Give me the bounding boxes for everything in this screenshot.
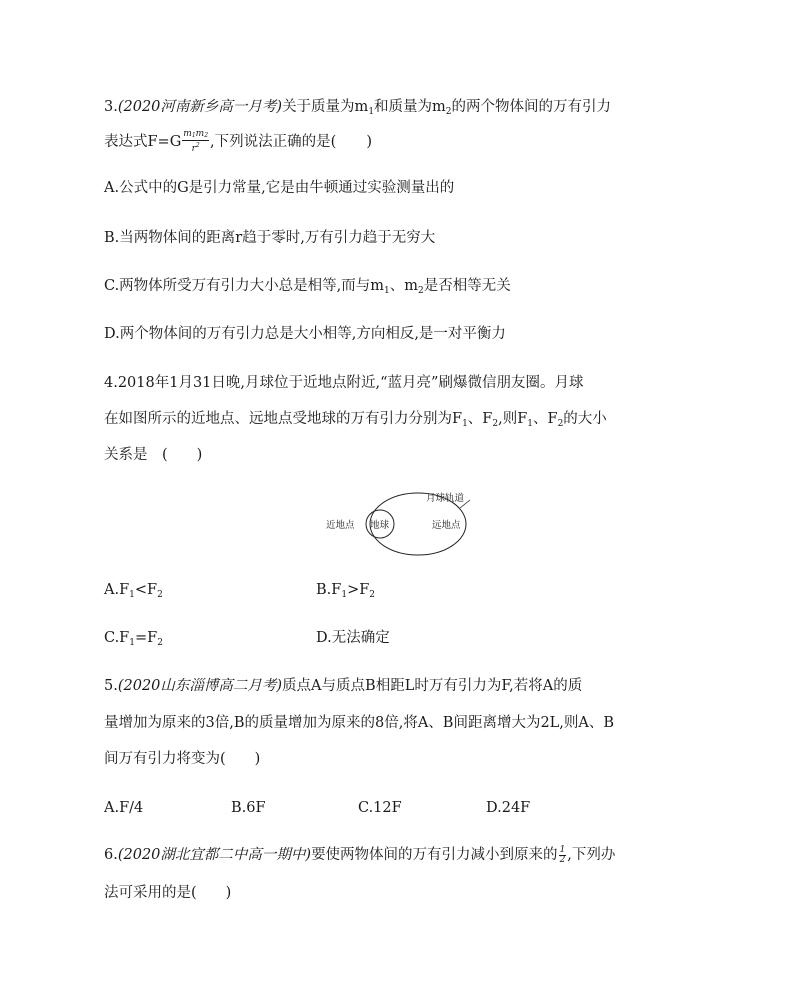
q5-line-3: 间万有引力将变为( ) [104,751,261,767]
frac-num-sub2: 2 [204,132,209,139]
q5-line-1 [104,676,582,696]
q3-option-a: A.公式中的G是引力常量,它是由牛顿通过实验测量出的 [104,180,455,196]
q4-option-a [104,580,163,605]
q3-optc-sub2: 2 [418,286,424,296]
q4-optb-sub2: 2 [369,590,376,600]
q6-number: 6. [104,847,118,863]
half-fraction [559,846,567,865]
q3-optc-sub1: 1 [384,286,390,296]
q6-l1-end: ,下列办 [567,847,616,863]
q3-line-2 [104,130,372,154]
q3-question: ,下列说法正确的是( [210,134,337,150]
frac-num-m2: m [195,129,205,139]
q3-optc-c: 是否相等无关 [423,278,511,294]
q3-stem-c: 的两个物体间的万有引力 [451,99,612,115]
q3-formula-lead: 表达式F=G [104,134,182,150]
moon-orbit-diagram [320,486,510,566]
q3-optc-b: 、m [389,278,419,294]
q3-stem-a: 关于质量为m [282,99,369,115]
q6-source: (2020湖北宜都二中高一期中) [117,847,312,863]
frac-den-r: r [191,144,196,154]
q4-optc-sub1: 1 [129,638,135,648]
q4-sub-4: 2 [557,419,564,429]
q3-number: 3. [104,99,118,115]
q4-l2-d: 、F [533,411,558,427]
q4-l2-c: ,则F [498,411,528,427]
gravity-fraction [182,130,209,154]
q5-option-a: A.F/4 [104,800,144,816]
q4-line-3: 关系是 ( ) [104,447,203,463]
near-point-label: 近地点 [326,520,355,531]
q5-l1-rest: 质点A与质点B相距L时万有引力为F,若将A的质 [282,678,583,694]
q4-option-c [104,628,163,653]
q4-l2-e: 的大小 [563,411,607,427]
q3-option-c [104,276,511,301]
far-point-label: 远地点 [432,520,461,531]
q6-l1-rest: 要使两物体间的万有引力减小到原来的 [311,847,558,863]
frac-den-sup: 2 [195,142,200,149]
q5-number: 5. [104,678,118,694]
q4-opta-sub2: 2 [157,590,163,600]
q6-line-1 [104,845,615,865]
q5-option-b: B.6F [231,800,266,816]
q4-line-1: 4.2018年1月31日晚,月球位于近地点附近,“蓝月亮”刷爆微信朋友圈。月球 [104,375,584,391]
q3-option-d: D.两个物体间的万有引力总是大小相等,方向相反,是一对平衡力 [104,326,506,342]
q5-source: (2020山东淄博高二月考) [117,678,283,694]
q4-optc-b: =F [134,630,158,646]
half-num: 1 [559,844,566,855]
q4-optb-b: >F [347,582,370,598]
q3-line-1 [104,97,611,122]
q4-optc-sub2: 2 [157,638,163,648]
q4-line-2 [104,409,607,434]
half-den: 2 [559,854,566,865]
q4-sub-2: 2 [492,419,499,429]
q4-l2-a: 在如图所示的近地点、远地点受地球的万有引力分别为F [104,411,463,427]
frac-num-sub1: 1 [191,132,196,139]
q3-sub-2: 2 [445,107,452,117]
q4-option-b [316,580,375,605]
q4-sub-1: 1 [462,419,468,429]
q4-sub-3: 1 [527,419,533,429]
q3-optc-a: C.两物体所受万有引力大小总是相等,而与m [104,278,385,294]
orbit-label: 月球轨道 [426,493,465,504]
q3-sub-1: 1 [368,107,375,117]
frac-num-m1: m [183,129,192,139]
q4-optb-sub1: 1 [341,590,348,600]
q5-line-2: 量增加为原来的3倍,B的质量增加为原来的8倍,将A、B间距离增大为2L,则A、B [104,715,615,731]
q4-opta-b: <F [134,582,158,598]
q3-option-b: B.当两物体间的距离r趋于零时,万有引力趋于无穷大 [104,230,436,246]
q3-source: (2020河南新乡高一月考) [117,99,283,115]
q4-option-d: D.无法确定 [316,630,390,646]
earth-label: 地球 [370,520,390,531]
q4-optb-a: B.F [316,582,342,598]
q4-l2-b: 、F [467,411,493,427]
q4-opta-a: A.F [104,582,130,598]
q4-opta-sub1: 1 [129,590,135,600]
q6-line-2: 法可采用的是( ) [104,885,232,901]
q3-stem-b: 和质量为m [374,99,446,115]
q5-option-c: C.12F [358,800,402,816]
q5-option-d: D.24F [486,800,531,816]
q3-paren-close: ) [366,134,372,150]
q4-optc-a: C.F [104,630,130,646]
